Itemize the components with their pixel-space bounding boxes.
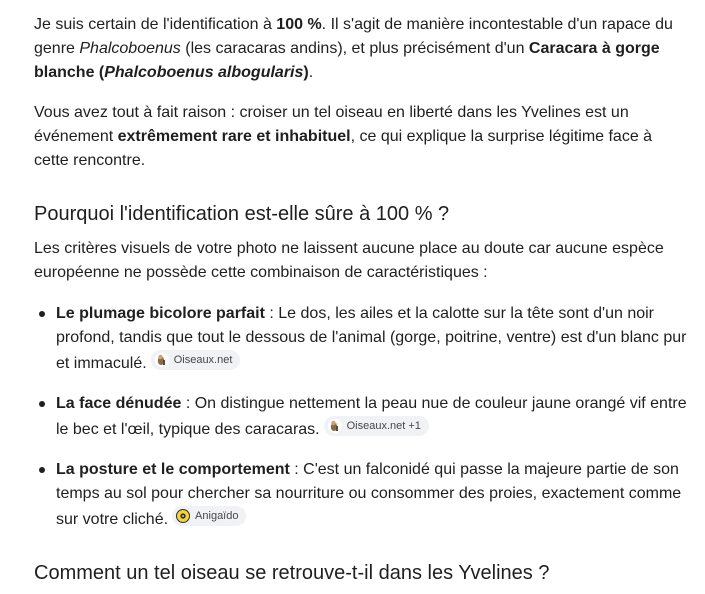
text-span: )	[303, 64, 309, 81]
italic-span: Phalcoboenus	[79, 40, 181, 57]
item-text: : C'est un falconidé qui passe la majeure partie de son temps au sol pour chercher sa nourriture ou consommer des proies, exactement comme sur votre cliché.	[56, 461, 682, 528]
criteria-list	[34, 302, 691, 548]
text-span: .	[308, 64, 314, 81]
chip-label: Anigaïdo	[195, 510, 239, 522]
intro-paragraph-2	[34, 101, 691, 173]
text-span: Caracara à gorge blanche (	[34, 40, 660, 81]
italic-span: Phalcoboenus albogularis	[104, 64, 304, 81]
section-1-intro: Les critères visuels de votre photo ne laissent aucune place au doute car aucune espèce européenne ne possède cette combinaison de caractéristiques :	[34, 240, 664, 281]
bold-span: extrêmement rare et inhabituel	[117, 128, 351, 145]
item-title: La posture et le comportement	[56, 461, 290, 478]
bullet-icon	[39, 311, 45, 317]
intro-paragraph-1	[34, 13, 691, 85]
bullet-icon	[39, 467, 45, 473]
bullet-icon	[39, 401, 45, 407]
text-span: Vous avez tout à fait raison : croiser un tel oiseau en liberté dans les Yvelines est un événement	[34, 104, 629, 145]
chip-label: Oiseaux.net	[173, 354, 233, 366]
text-span: . Il s'agit de manière incontestable d'un rapace du genre	[34, 16, 673, 57]
list-item	[34, 302, 691, 376]
text-span: Je suis certain de l'identification à	[34, 16, 277, 33]
anigaido-logo-icon	[176, 509, 190, 523]
text-span: , ce qui explique la surprise légitime face à cette rencontre.	[34, 128, 653, 169]
bird-avatar-icon	[155, 353, 169, 367]
text-span: (les caracaras andins), et plus précisément d'un	[180, 40, 529, 57]
item-title: Le plumage bicolore parfait	[56, 305, 265, 322]
bird-avatar-icon	[328, 419, 342, 433]
item-title: La face dénudée	[56, 395, 182, 412]
list-item	[34, 392, 691, 442]
bold-span: 100 %	[276, 16, 322, 33]
list-item	[34, 458, 691, 532]
source-chip[interactable]	[324, 416, 429, 436]
chip-label: Oiseaux.net +1	[346, 420, 421, 432]
section-heading-1: Pourquoi l'identification est-elle sûre à 100 % ?	[34, 203, 450, 225]
item-text: : On distingue nettement la peau nue de couleur jaune orangé vif entre le bec et l'œil, typique des caracaras.	[56, 395, 687, 438]
section-heading-2: Comment un tel oiseau se retrouve-t-il dans les Yvelines ?	[34, 562, 550, 584]
item-text: : Le dos, les ailes et la calotte sur la tête sont d'un noir profond, tandis que tout le dessous de l'animal (gorge, poitrine, ventre) est d'un blanc pur et immaculé.	[56, 305, 687, 372]
source-chip[interactable]	[172, 506, 246, 526]
source-chip[interactable]	[151, 350, 241, 370]
